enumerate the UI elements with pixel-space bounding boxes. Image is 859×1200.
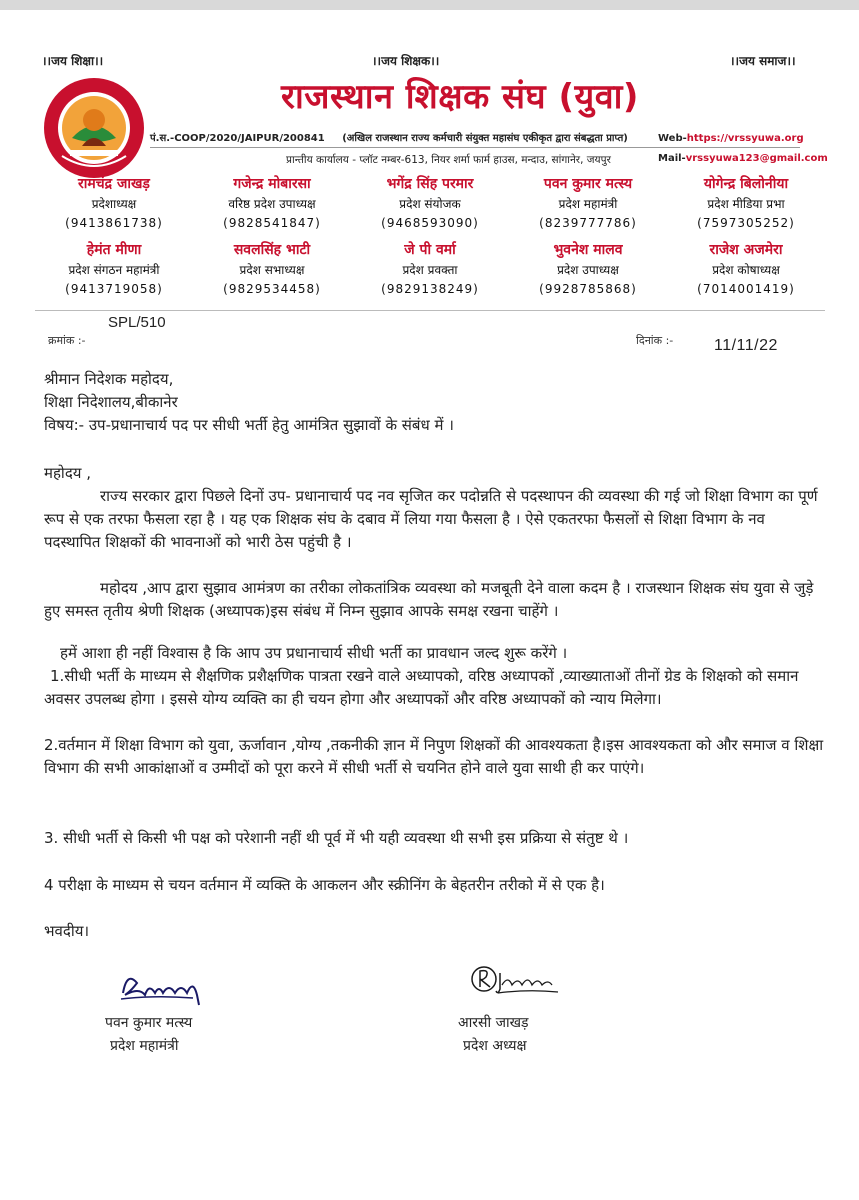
officer-card [35,173,193,233]
officer-post: प्रदेश प्रवक्ता [402,263,458,277]
point-1: 1.सीधी भर्ती के माध्यम से शैक्षणिक प्रशैक्षणिक पात्रता रखने वाले अध्यापको, वरिष्ठ अध्यापकों ,व्याख्याताओं तीनों ग्रेड के शिक्षको को समान अवसर उपलब्ध होगा । इससे योग्य व्यक्ति का ही चयन होगा और अध्यापकों और वरिष्ठ अध्यापकों को न्याय मिलेगा। [44,667,799,708]
paragraph-1: राज्य सरकार द्वारा पिछले दिनों उप- प्रधानाचार्य पद नव सृजित कर पदोन्नति से पदस्थापन की व्यवस्था की गई जो शिक्षा विभाग का पूर्ण रूप से एक तरफा फैसला रहा है । यह एक शिक्षक संघ के दबाव में लिया गया फैसला है । ऐसे एकतरफा फैसलों से शिक्षा विभाग के नव पदस्थापित शिक्षकों की भावनाओं को भारी ठेस पहुंची है । [44,487,818,551]
officer-phone: (8239777786) [539,216,637,230]
officer-post: वरिष्ठ प्रदेश उपाध्यक्ष [228,197,316,211]
officer-post: प्रदेश संयोजक [399,197,461,211]
date-label: दिनांक :- [636,334,674,347]
organization-logo [42,76,146,180]
mottos-row [0,52,859,72]
officer-post: प्रदेश कोषाध्यक्ष [712,263,780,277]
officer-phone: (9829534458) [223,282,321,296]
reference-label: क्रमांक :- [48,334,86,347]
organization-name: राजस्थान शिक्षक संघ (युवा) [281,77,639,117]
officer-phone: (9829138249) [381,282,479,296]
reference-number: SPL/510 [108,314,166,331]
officer-phone: (9413719058) [65,282,163,296]
officer-name: भुवनेश मालव [553,242,623,258]
motto-left: ।।जय शिक्षा।। [42,54,104,68]
motto-right: ।।जय समाज।। [730,54,796,68]
officer-card [351,173,509,233]
officers-row-1 [35,173,825,233]
point-2: 2.वर्तमान में शिक्षा विभाग को युवा, ऊर्जावान ,योग्य ,तकनीकी ज्ञान में निपुण शिक्षकों की आवश्यकता है।इस आवश्यकता को और समाज व शिक्षा विभाग की सभी आकांक्षाओं व उम्मीदों को पूरा करने में सीधी भर्ती से चयनित होने वाले युवा साथी ही कर पाएंगे। [44,736,824,777]
addressee-line-1: श्रीमान निदेशक महोदय, [44,370,174,388]
registration-line [150,130,628,144]
office-address: प्रान्तीय कार्यालय - प्लॉट नम्बर-613, नियर शर्मा फार्म हाउस, मन्दाउ, सांगानेर, जयपुर [286,154,611,166]
officer-post: प्रदेश सभाध्यक्ष [239,263,305,277]
closing: भवदीय। [44,922,90,940]
header-divider [150,147,800,148]
officers-divider [35,310,825,311]
top-border [0,0,859,10]
salutation: महोदय , [44,464,92,482]
officer-card [35,239,193,299]
signature-pawan [115,965,215,1010]
officer-phone: (9928785868) [539,282,637,296]
officers-row-2 [35,239,825,299]
officer-card [667,173,825,233]
officer-name: पवन कुमार मत्स्य [543,176,633,192]
signature-jakhar [468,955,568,1005]
point-3: 3. सीधी भर्ती से किसी भी पक्ष को परेशानी नहीं थी पूर्व में भी यही व्यवस्था थी सभी इस प्रक्रिया से संतुष्ट थे । [44,829,629,847]
officer-card [193,173,351,233]
signatory-1-name: पवन कुमार मत्स्य [105,1015,193,1031]
affiliation-text: (अखिल राजस्थान राज्य कर्मचारी संयुक्त महासंघ एकीकृत द्वारा संबद्धता प्राप्त) [342,133,628,144]
officer-card [509,173,667,233]
officer-post: प्रदेश महामंत्री [558,197,618,211]
officer-name: राजेश अजमेरा [709,242,783,258]
paragraph-3: हमें आशा ही नहीं विश्वास है कि आप उप प्रधानाचार्य सीधी भर्ती का प्रावधान जल्द शुरू करेंगे । [60,644,568,662]
officer-post: प्रदेश मीडिया प्रभा [707,197,785,211]
signatory-2-title: प्रदेश अध्यक्ष [463,1038,527,1054]
signatory-2-name: आरसी जाखड़ [458,1015,529,1031]
paragraph-2: महोदय ,आप द्वारा सुझाव आमंत्रण का तरीका लोकतांत्रिक व्यवस्था को मजबूती देने वाला कदम है । राजस्थान शिक्षक संघ युवा से जुड़े हुए समस्त तृतीय श्रेणी शिक्षक (अध्यापक)इस संबंध में निम्न सुझाव आपके समक्ष रखना चाहेंगे । [44,579,814,620]
website: Web-https://vrssyuwa.org [658,133,804,144]
officer-card [667,239,825,299]
officer-post: प्रदेश उपाध्यक्ष [557,263,619,277]
officers-grid [35,173,825,299]
website-link[interactable]: https://vrssyuwa.org [686,133,804,144]
officer-phone: (7014001419) [697,282,795,296]
officer-name: भगेंद्र सिंह परमार [386,176,474,192]
officer-post: प्रदेशाध्यक्ष [91,197,137,211]
officer-phone: (9828541847) [223,216,321,230]
officer-phone: (7597305252) [697,216,795,230]
point-4: 4 परीक्षा के माध्यम से चयन वर्तमान में व्यक्ति के आकलन और स्क्रीनिंग के बेहतरीन तरीको में से एक है। [44,876,605,894]
email: Mail-vrssyuwa123@gmail.com [658,153,828,164]
addressee-line-2: शिक्षा निदेशालय,बीकानेर [44,393,178,411]
officer-name: रामचंद्र जाखड़ [78,176,150,192]
email-link[interactable]: vrssyuwa123@gmail.com [685,153,828,164]
officer-card [351,239,509,299]
officer-name: जे पी वर्मा [404,242,456,258]
officer-name: सवलसिंह भाटी [233,242,311,258]
date-value: 11/11/22 [714,337,778,354]
signatory-1-title: प्रदेश महामंत्री [110,1038,179,1054]
registration-number: पं.स.-COOP/2020/JAIPUR/200841 [150,133,325,144]
officer-phone: (9413861738) [65,216,163,230]
subject-line: विषय:- उप-प्रधानाचार्य पद पर सीधी भर्ती हेतु आमंत्रित सुझावों के संबंध में । [44,416,454,434]
officer-card [193,239,351,299]
officer-post: प्रदेश संगठन महामंत्री [68,263,160,277]
officer-card [509,239,667,299]
officer-name: हेमंत मीणा [86,242,142,258]
officer-name: योगेन्द्र बिलोनीया [703,176,789,192]
officer-phone: (9468593090) [381,216,479,230]
officer-name: गजेन्द्र मोबारसा [233,176,311,192]
motto-center: ।।जय शिक्षक।। [372,54,440,68]
